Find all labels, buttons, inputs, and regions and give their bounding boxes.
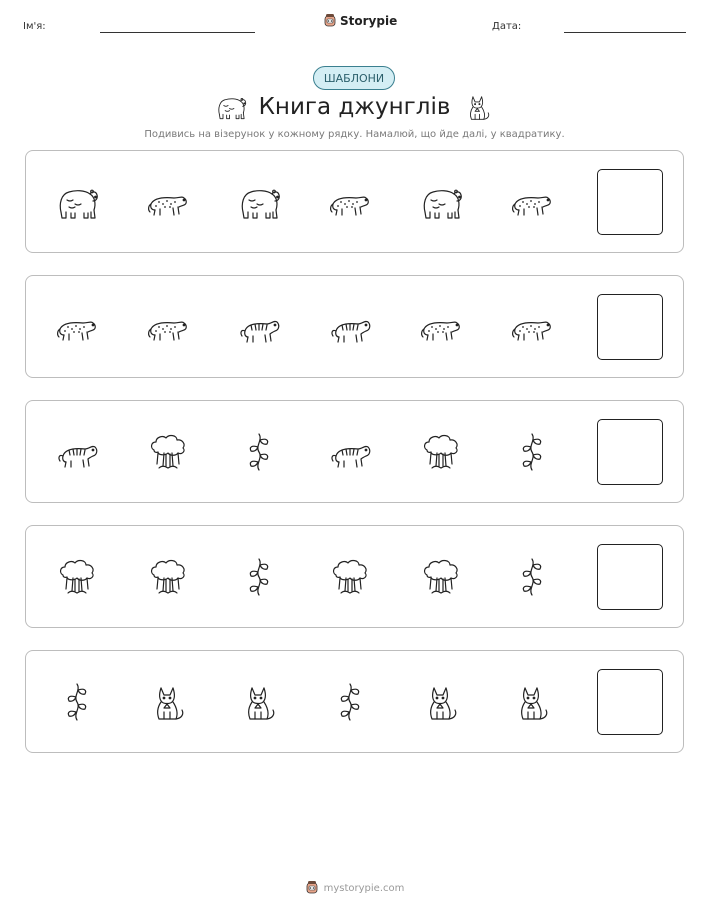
name-line[interactable] xyxy=(100,32,255,33)
bear-icon xyxy=(237,182,281,222)
tree-icon xyxy=(419,432,463,472)
date-label: Дата: xyxy=(492,21,522,32)
tiger-icon xyxy=(55,432,99,472)
answer-box[interactable] xyxy=(597,419,663,485)
footer xyxy=(0,880,709,896)
vine-icon xyxy=(510,432,554,472)
tiger-icon xyxy=(237,307,281,347)
wolf-icon xyxy=(237,682,281,722)
footer-url[interactable]: mystorypie.com xyxy=(323,882,405,894)
pattern-row xyxy=(25,150,684,253)
wolf-icon xyxy=(146,682,190,722)
bear-icon xyxy=(55,182,99,222)
answer-box[interactable] xyxy=(597,294,663,360)
vine-icon xyxy=(237,557,281,597)
tree-icon xyxy=(146,557,190,597)
vine-icon xyxy=(237,432,281,472)
category-badge: ШАБЛОНИ xyxy=(313,66,395,90)
page-title: Книга джунглів xyxy=(258,94,451,120)
leopard-icon xyxy=(419,307,463,347)
vine-icon xyxy=(55,682,99,722)
tree-icon xyxy=(55,557,99,597)
leopard-icon xyxy=(328,182,372,222)
answer-box[interactable] xyxy=(597,169,663,235)
storypie-mascot-icon xyxy=(323,13,337,29)
pattern-row xyxy=(25,400,684,503)
vine-icon xyxy=(328,682,372,722)
storypie-mascot-icon xyxy=(305,880,319,896)
leopard-icon xyxy=(55,307,99,347)
tree-icon xyxy=(328,557,372,597)
brand-logo xyxy=(323,13,397,29)
bear-icon xyxy=(419,182,463,222)
tiger-icon xyxy=(328,307,372,347)
tiger-icon xyxy=(328,432,372,472)
pattern-row xyxy=(25,650,684,753)
date-line[interactable] xyxy=(564,32,686,33)
tree-icon xyxy=(419,557,463,597)
brand-name: Storypie xyxy=(340,14,398,28)
answer-box[interactable] xyxy=(597,544,663,610)
answer-box[interactable] xyxy=(597,669,663,735)
tree-icon xyxy=(146,432,190,472)
pattern-row xyxy=(25,525,684,628)
wolf-icon xyxy=(462,92,494,122)
leopard-icon xyxy=(146,182,190,222)
wolf-icon xyxy=(510,682,554,722)
wolf-icon xyxy=(419,682,463,722)
vine-icon xyxy=(510,557,554,597)
instructions: Подивись на візерунок у кожному рядку. Намалюй, що йде далі, у квадратику. xyxy=(144,129,565,140)
leopard-icon xyxy=(510,182,554,222)
pattern-row xyxy=(25,275,684,378)
leopard-icon xyxy=(146,307,190,347)
leopard-icon xyxy=(510,307,554,347)
name-label: Ім'я: xyxy=(23,21,46,32)
